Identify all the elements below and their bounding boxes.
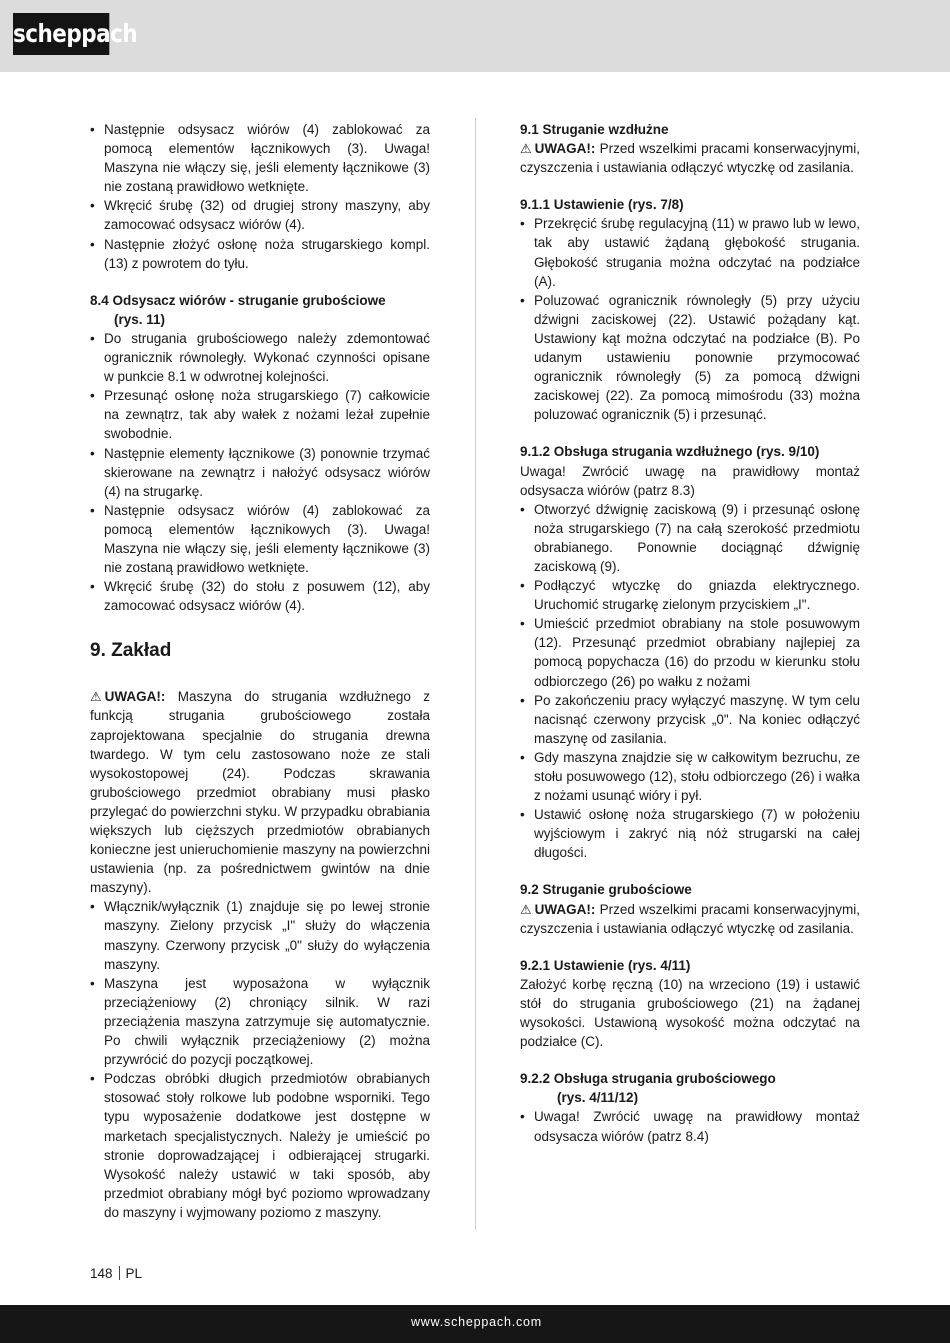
website-url: www.scheppach.com [410, 1315, 542, 1329]
warning-triangle-icon: ⚠ [520, 141, 532, 157]
warning-paragraph [520, 900, 860, 938]
warning-text: Przed wszelkimi pracami konserwacyjnymi, czyszczenia i ustawiania odłączyć wtyczkę od zasilania. [520, 901, 860, 936]
warning-triangle-icon: ⚠ [520, 901, 532, 917]
page-separator [119, 1266, 120, 1280]
list-item: • Ustawić osłonę noża strugarskiego (7) w położeniu wyjściowym i zakryć nią nóż strugarski na całej długości. [520, 805, 860, 862]
section-heading-9-1: 9.1 Struganie wzdłużne [520, 122, 669, 137]
list-item: • Wkręcić śrubę (32) do stołu z posuwem (12), aby zamocować odsysacz wiórów (4). [90, 577, 430, 615]
page-number [90, 1266, 142, 1281]
warning-paragraph [520, 139, 860, 177]
list-item: • Do strugania grubościowego należy zdemontować ogranicznik równoległy. Wykonać czynności opisane w punkcie 8.1 w odwrotnej kolejności. [90, 329, 430, 386]
bullet-list [520, 1107, 860, 1145]
list-item: • Podłączyć wtyczkę do gniazda elektrycznego. Uruchomić strugarkę zielonym przyciskiem „I". [520, 576, 860, 614]
warning-label: UWAGA!: [104, 689, 166, 705]
list-item: • Następnie elementy łącznikowe (3) ponownie trzymać skierowane na zewnątrz i nałożyć odsysacz wiórów (4) na strugarkę. [90, 444, 430, 501]
list-item: • Poluzować ogranicznik równoległy (5) przy użyciu dźwigni zaciskowej (22). Ustawić pożądany kąt. Ustawiony kąt można odczytać na podziałce (B). Po udanym ustawieniu ponownie przymocować ogranicznik równoległy (5) za pomocą dźwigni zaciskowej (22). Za pomocą mimośrodu (33) można poluzować ogranicznik (5) i przesunąć. [520, 291, 860, 425]
list-item: • Maszyna jest wyposażona w wyłącznik przeciążeniowy (2) chroniący silnik. W razi przeciążenia maszyna zatrzymuje się automatycznie. Po chwili wyłącznik przeciążeniowy (2) można przywrócić do pozycji początkowej. [90, 974, 430, 1069]
warning-text: Przed wszelkimi pracami konserwacyjnymi, czyszczenia i ustawiania odłączyć wtyczkę od zasilania. [520, 141, 860, 176]
warning-paragraph [90, 687, 430, 897]
section-heading-9-2-2: 9.2.2 Obsługa strugania grubościowego [520, 1071, 776, 1087]
footer-bar [0, 1305, 950, 1343]
warning-triangle-icon: ⚠ [90, 689, 102, 705]
list-item: • Następnie złożyć osłonę noża strugarskiego kompl. (13) z powrotem do tyłu. [90, 235, 430, 273]
section-heading-9-2: 9.2 Struganie grubościowe [520, 882, 692, 898]
warning-label: UWAGA!: [534, 901, 596, 917]
bullet-list [520, 214, 860, 424]
list-item: • Po zakończeniu pracy wyłączyć maszynę. W tym celu nacisnąć czerwony przycisk „0". Na koniec odłączyć maszynę od zasilania. [520, 691, 860, 748]
body-paragraph: Założyć korbę ręczną (10) na wrzeciono (19) i ustawić stół do strugania grubościowego (21) na żądanej wysokości. Ustawioną wysokość można odczytać na podziałce (C). [520, 976, 860, 1050]
section-heading-9: 9. Zakład [90, 640, 172, 662]
header-bar [0, 0, 950, 72]
list-item: • Następnie odsysacz wiórów (4) zablokować za pomocą elementów łącznikowych (3). Uwaga! Maszyna nie włączy się, jeśli elementy łącznikowe (3) nie zostaną prawidłowo wetknięte. [90, 501, 430, 577]
section-heading-9-1-1: 9.1.1 Ustawienie (rys. 7/8) [520, 197, 684, 213]
bullet-list [90, 329, 430, 615]
list-item: • Przesunąć osłonę noża strugarskiego (7) całkowicie na zewnątrz, tak aby wałek z nożami leżał zupełnie swobodnie. [90, 386, 430, 443]
list-item: • Otworzyć dźwignię zaciskową (9) i przesunąć osłonę noża strugarskiego (7) na całą szerokość przedmiotu obrabianego. Ponownie dociągnąć dźwignię zaciskową (9). [520, 500, 860, 576]
section-heading-9-2-1: 9.2.1 Ustawienie (rys. 4/11) [520, 957, 691, 973]
left-column [90, 120, 430, 1222]
column-divider [475, 118, 476, 1230]
list-item: • Gdy maszyna znajdzie się w całkowitym bezruchu, ze stołu posuwowego (12), stołu odbiorczego (26) i wałka z nożami usunąć wióry i pył. [520, 748, 860, 805]
list-item: • Włącznik/wyłącznik (1) znajduje się po lewej stronie maszyny. Zielony przycisk „I" służy do włączenia maszyny. Czerwony przycisk „0" służy do wyłączenia maszyny. [90, 897, 430, 973]
warning-label: UWAGA!: [534, 141, 596, 157]
brand-logo: scheppach [13, 13, 109, 55]
section-heading-9-1-2: 9.1.2 Obsługa strugania wzdłużnego (rys. 9/10) [520, 444, 820, 460]
section-heading-8-4: 8.4 Odsysacz wiórów - struganie grubościowe [90, 292, 386, 308]
page-number-value: 148 [90, 1266, 113, 1281]
warning-text: Maszyna do strugania wzdłużnego z funkcją strugania grubościowego została zaprojektowana specjalnie do strugania drewna twardego. W tym celu zastosowano noże ze stali wysokostopowej (24). Podczas skrawania grubościowego przedmiot obrabiany musi płasko przylegać do powierzchni styku. W przypadku obrabiania większych lub cięższych przedmiotów obrabianych konieczne jest unieruchomienie maszyny na powierzchni ustawienia (np. za pośrednictwem gwintów na dnie maszyny). [90, 689, 430, 896]
right-column [520, 120, 860, 1146]
list-item: • Przekręcić śrubę regulacyjną (11) w prawo lub w lewo, tak aby ustawić żądaną głębokość strugania. Głębokość strugania można odczytać na podziałce (A). [520, 214, 860, 290]
list-item: • Następnie odsysacz wiórów (4) zablokować za pomocą elementów łącznikowych (3). Uwaga! Maszyna nie włączy się, jeśli elementy łącznikowe (3) nie zostaną prawidłowo wetknięte. [90, 120, 430, 196]
note-paragraph: Uwaga! Zwrócić uwagę na prawidłowy montaż odsysacza wiórów (patrz 8.3) [520, 463, 860, 498]
bullet-list [520, 500, 860, 863]
bullet-list [90, 120, 430, 273]
language-code: PL [125, 1266, 143, 1281]
list-item: • Uwaga! Zwrócić uwagę na prawidłowy montaż odsysacza wiórów (patrz 8.4) [520, 1107, 860, 1145]
list-item: • Wkręcić śrubę (32) od drugiej strony maszyny, aby zamocować odsysacz wiórów (4). [90, 196, 430, 234]
list-item: • Umieścić przedmiot obrabiany na stole posuwowym (12). Przesunąć przedmiot obrabiany najlepiej za pomocą popychacza (16) do przodu w kierunku stołu odbiorczego (26) po wałku z nożami [520, 614, 860, 690]
section-heading-8-4-ref: (rys. 11) [114, 311, 166, 327]
list-item: • Podczas obróbki długich przedmiotów obrabianych stosować stoły rolkowe lub podobne wsporniki. Tego typu wyposażenie dodatkowe jest dostępne w marketach specjalistycznych. Należy je umieścić po stronie doprowadzającej i odbierającej strugarki. Wysokość należy ustawić w taki sposób, aby przedmiot obrabiany mógł być poziomo wprowadzany do maszyny i wyjmowany poziomo z maszyny. [90, 1069, 430, 1222]
bullet-list [90, 897, 430, 1222]
section-heading-9-2-2-ref: (rys. 4/11/12) [557, 1090, 639, 1106]
